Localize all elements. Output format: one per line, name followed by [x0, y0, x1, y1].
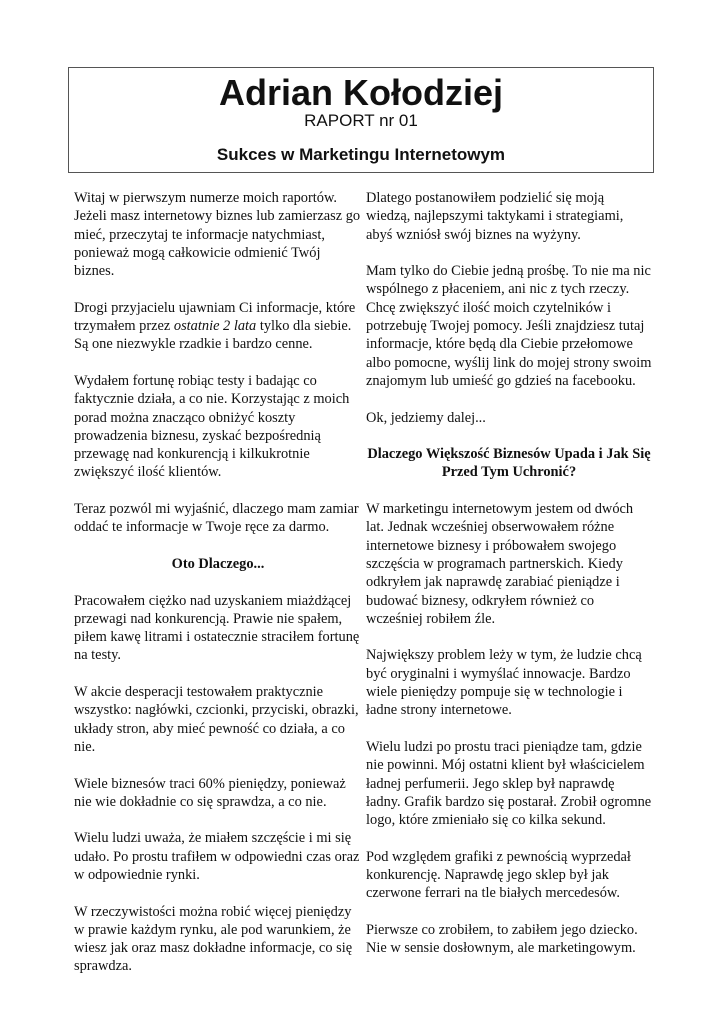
- right-column: [366, 189, 652, 976]
- paragraph: Ok, jedziemy dalej...: [366, 409, 486, 426]
- report-title: Sukces w Marketingu Internetowym: [216, 145, 506, 164]
- paragraph: Teraz pozwól mi wyjaśnić, dlaczego mam zamiar oddać te informacje w Twoje ręce za darmo.: [74, 501, 359, 536]
- paragraph: Pierwsze co zrobiłem, to zabiłem jego dziecko. Nie w sensie dosłownym, ale marketingowym.: [366, 921, 638, 957]
- paragraph: Witaj w pierwszym numerze moich raportów. Jeżeli masz internetowy biznes lub zamierzasz go mieć, przeczytaj te informacje natychmiast, ponieważ mogą całkowicie odmienić Twój biznes.: [74, 190, 361, 280]
- paragraph: Drogi przyjacielu ujawniam Ci informacje, które trzymałem przez ostatnie 2 lata tylko dla siebie. Są one niezwykle rzadkie i bardzo cenne.: [74, 299, 356, 353]
- report-number: RAPORT nr 01: [304, 111, 418, 130]
- paragraph: Mam tylko do Ciebie jedną prośbę. To nie ma nic wspólnego z płaceniem, ani nic z tych rzeczy. Chcę zwiększyć ilość moich czytelników i potrzebuję Twojej pomocy. Jeśli znajdziesz tutaj informacje, które będą dla Ciebie przełomowe albo pomocne, wyślij link do mojej strony swoim znajomym lub umieść go gdzieś na facebooku.: [366, 263, 652, 389]
- left-column: [74, 189, 362, 994]
- paragraph: Wielu ludzi po prostu traci pieniądze tam, gdzie nie powinni. Mój ostatni klient był właścicielem ładnej perfumerii. Jego sklep był naprawdę ładny. Grafik bardzo się postarał. Zrobił ogromne logo, które zmieniało się co kilka sekund.: [366, 738, 652, 829]
- paragraph: W marketingu internetowym jestem od dwóch lat. Jednak wcześniej obserwowałem różne internetowe biznesy i próbowałem swojego szczęścia w programach partnerskich. Kiedy odkryłem jak naprawdę zarabiać pieniądze i budować biznesy, odkryłem również co wcześniej robiłem źle.: [366, 501, 634, 627]
- paragraph: Największy problem leży w tym, że ludzie chcą być oryginalni i wymyślać innowacje. Bardzo wiele pieniędzy pompuje się w technologie i ładne strony internetowe.: [366, 647, 642, 719]
- section-heading: Oto Dlaczego...: [171, 555, 265, 572]
- paragraph: Pracowałem ciężko nad uzyskaniem miażdżącej przewagi nad konkurencją. Prawie nie spałem, piłem kawę litrami i ostatecznie straciłem fortunę na testy.: [74, 592, 360, 664]
- author-name: Adrian Kołodziej: [218, 72, 503, 113]
- paragraph: Pod względem grafiki z pewnością wyprzedał konkurencję. Naprawdę jego sklep był jak czerwone ferrari na tle białych mercedesów.: [366, 848, 631, 902]
- paragraph: Wydałem fortunę robiąc testy i badając co faktycznie działa, a co nie. Korzystając z moich porad można znacząco obniżyć koszty prowadzenia biznesu, zyskać bezpośrednią przewagę nad konkurencją i kilkukrotnie zwiększyć ilość klientów.: [74, 372, 350, 481]
- paragraph: Wiele biznesów traci 60% pieniędzy, ponieważ nie wie dokładnie co się sprawdza, a co nie.: [74, 775, 346, 810]
- paragraph: W rzeczywistości można robić więcej pieniędzy w prawie każdym rynku, ale pod warunkiem, że wiesz jak oraz masz dokładne informacje, co się sprawdza.: [74, 903, 353, 975]
- paragraph: Wielu ludzi uważa, że miałem szczęście i mi się udało. Po prostu trafiłem w odpowiedni czas oraz w odpowiednie rynki.: [74, 830, 360, 883]
- section-heading: Dlaczego Większość Biznesów Upada i Jak Się Przed Tym Uchronić?: [367, 446, 651, 481]
- paragraph: Dlatego postanowiłem podzielić się moją wiedzą, najlepszymi taktykami i strategiami, abyś wzniósł swój biznes na wyżyny.: [366, 190, 624, 243]
- emphasis: ostatnie 2 lata: [173, 318, 257, 335]
- paragraph: W akcie desperacji testowałem praktycznie wszystko: nagłówki, czcionki, przyciski, obrazki, układy stron, aby mieć pewność co działa, a co nie.: [74, 684, 359, 755]
- report-header: [68, 67, 654, 173]
